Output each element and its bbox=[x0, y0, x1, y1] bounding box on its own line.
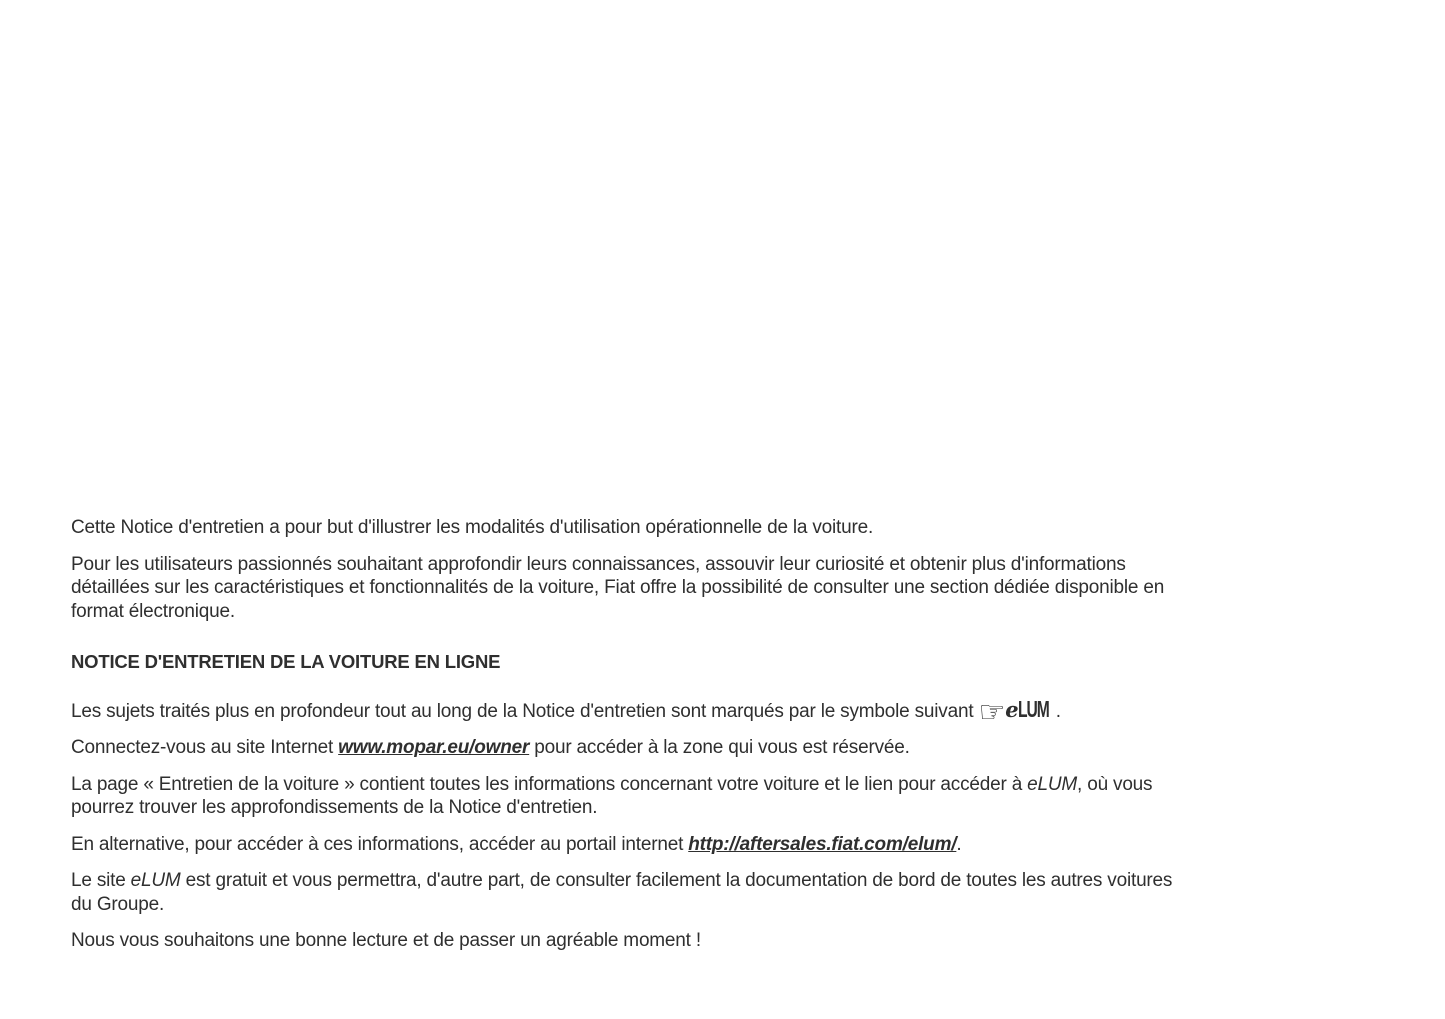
mopar-paragraph bbox=[71, 736, 1187, 760]
aftersales-paragraph bbox=[71, 833, 1187, 857]
elum-mention: eLUM bbox=[1027, 773, 1078, 795]
section-heading: NOTICE D'ENTRETIEN DE LA VOITURE EN LIGNE bbox=[71, 651, 501, 672]
aftersales-link[interactable]: http://aftersales.fiat.com/elum/ bbox=[688, 833, 957, 855]
aftersales-text-after: . bbox=[956, 833, 962, 855]
symbol-paragraph-text: Les sujets traités plus en profondeur tout au long de la Notice d'entretien sont marqués par le symbole suivant bbox=[71, 700, 979, 722]
elum-free-text-before: Le site bbox=[71, 870, 131, 891]
entretien-page-paragraph bbox=[71, 773, 1187, 820]
closing-paragraph: Nous vous souhaitons une bonne lecture et de passer un agréable moment ! bbox=[71, 930, 701, 951]
elum-free-text-after: est gratuit et vous permettra, d'autre part, de consulter facilement la documentation de bord de toutes les autres voitures du Groupe. bbox=[71, 870, 1173, 915]
elum-logo-lum: LUM bbox=[1018, 695, 1050, 722]
elum-logo-e: e bbox=[1005, 696, 1019, 722]
symbol-paragraph bbox=[71, 694, 1187, 730]
entretien-page-text-before: La page « Entretien de la voiture » contient toutes les informations concernant votre voiture et le lien pour accéder à bbox=[71, 773, 1028, 795]
intro-paragraph: Cette Notice d'entretien a pour but d'illustrer les modalités d'utilisation opérationnelle de la voiture. bbox=[71, 517, 874, 538]
details-paragraph: Pour les utilisateurs passionnés souhaitant approfondir leurs connaissances, assouvir leur curiosité et obtenir plus d'informations détaillées sur les caractéristiques et fonctionnalités de la voiture, Fiat offre la possibilité de consulter une section dédiée disponible en format électronique. bbox=[71, 553, 1165, 622]
elum-free-paragraph bbox=[71, 869, 1187, 916]
mopar-link[interactable]: www.mopar.eu/owner bbox=[338, 737, 530, 758]
elum-logo bbox=[978, 694, 1051, 730]
mopar-paragraph-text-after: pour accéder à la zone qui vous est réservée. bbox=[529, 737, 910, 758]
elum-mention-2: eLUM bbox=[130, 870, 181, 891]
pointing-hand-icon: ☞ bbox=[978, 694, 1006, 730]
mopar-paragraph-text-before: Connectez-vous au site Internet bbox=[71, 737, 339, 758]
symbol-paragraph-period: . bbox=[1050, 700, 1061, 722]
aftersales-text-before: En alternative, pour accéder à ces informations, accéder au portail internet bbox=[71, 833, 689, 855]
entretien-page-text-after: , où vous pourrez trouver les approfondissements de la Notice d'entretien. bbox=[71, 773, 1153, 818]
page-content bbox=[71, 516, 1187, 966]
